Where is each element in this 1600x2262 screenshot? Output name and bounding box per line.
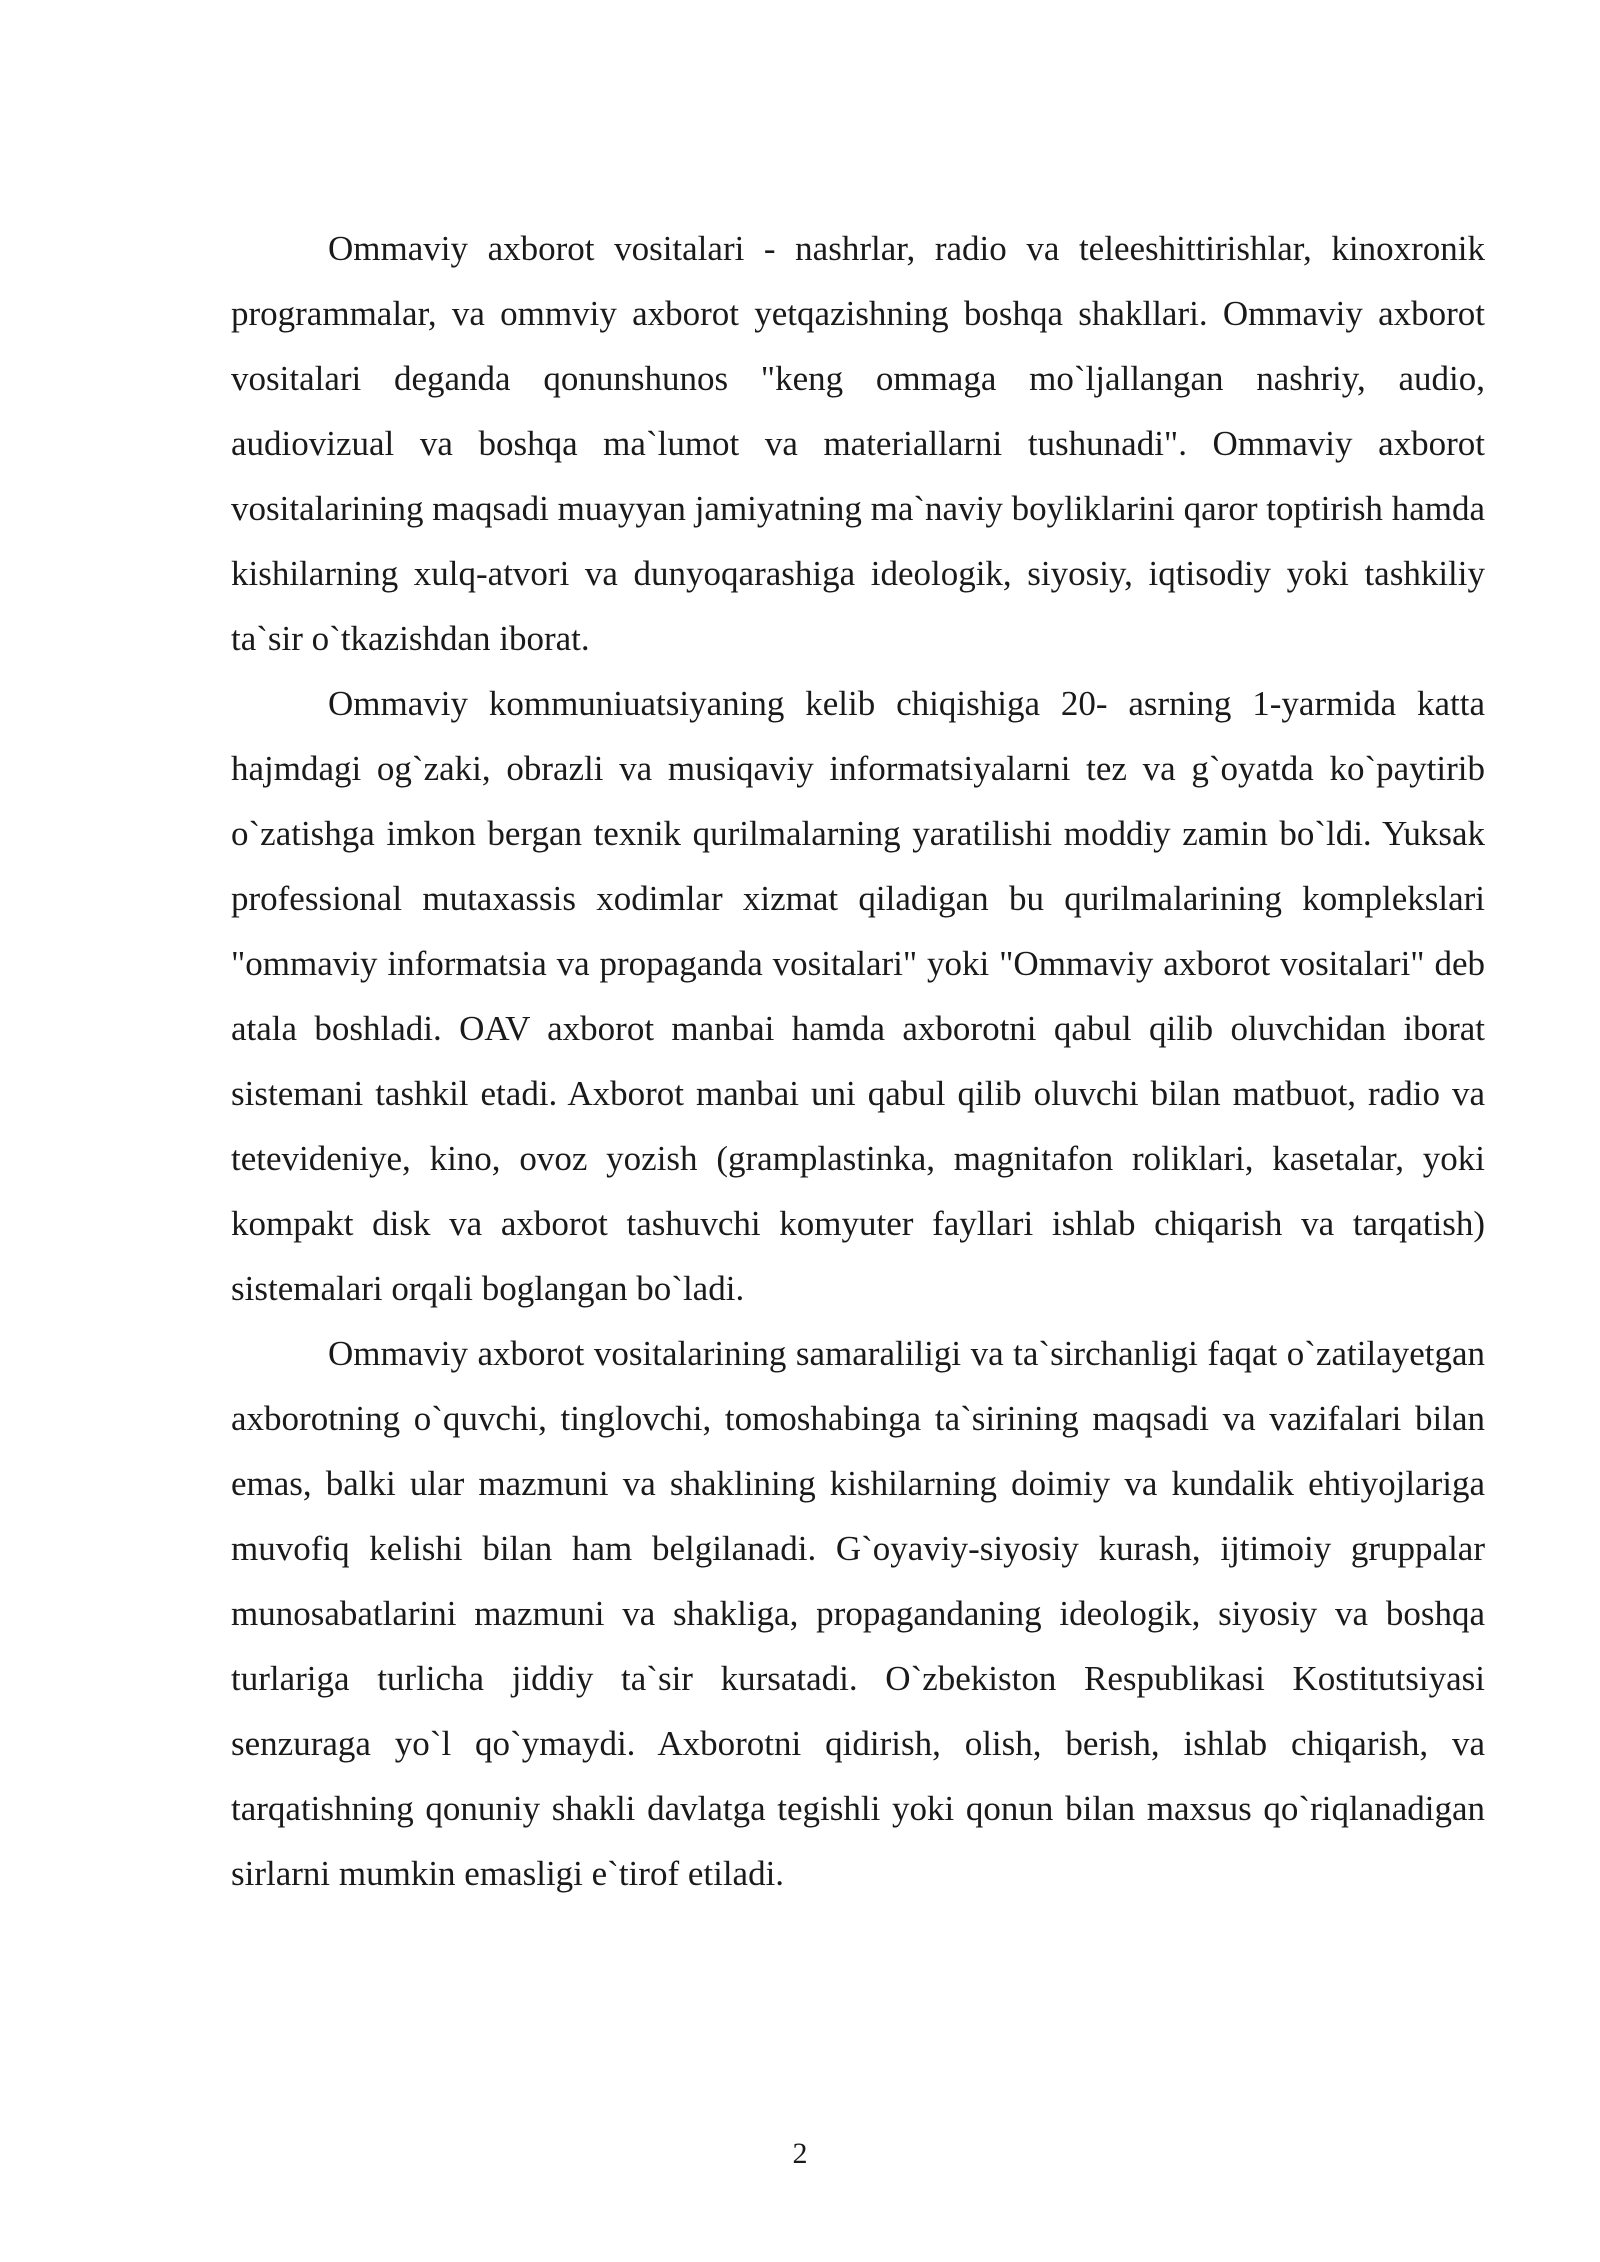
page-number: 2: [792, 2137, 808, 2170]
paragraph-2: Ommaviy kommuniuatsiyaning kelib chiqishiga 20- asrning 1-yarmida katta hajmdagi og`zaki, obrazli va musiqaviy informatsiyalarni tez va g`oyatda ko`paytirib o`zatishga imkon bergan texnik qurilmalarning yaratilishi moddiy zamin bo`ldi. Yuksak professional mutaxassis xodimlar xizmat qiladigan bu qurilmalarining komplekslari "ommaviy informatsia va propaganda vositalari" yoki "Ommaviy axborot vositalari" deb atala boshladi. OAV axborot manbai hamda axborotni qabul qilib oluvchidan iborat sistemani tashkil etadi. Axborot manbai uni qabul qilib oluvchi bilan matbuot, radio va tetevideniye, kino, ovoz yozish (gramplastinka, magnitafon roliklari, kasetalar, yoki kompakt disk va axborot tashuvchi komyuter fayllari ishlab chiqarish va tarqatish) sistemalari orqali boglangan bo`ladi.: [231, 684, 1485, 1308]
document-body: [231, 216, 1485, 1906]
paragraph-3: Ommaviy axborot vositalarining samaraliligi va ta`sirchanligi faqat o`zatilayetgan axborotning o`quvchi, tinglovchi, tomoshabinga ta`sirining maqsadi va vazifalari bilan emas, balki ular mazmuni va shaklining kishilarning doimiy va kundalik ehtiyojlariga muvofiq kelishi bilan ham belgilanadi. G`oyaviy-siyosiy kurash, ijtimoiy gruppalar munosabatlarini mazmuni va shakliga, propagandaning ideologik, siyosiy va boshqa turlariga turlicha jiddiy ta`sir kursatadi. O`zbekiston Respublikasi Kostitutsiyasi senzuraga yo`l qo`ymaydi. Axborotni qidirish, olish, berish, ishlab chiqarish, va tarqatishning qonuniy shakli davlatga tegishli yoki qonun bilan maxsus qo`riqlanadigan sirlarni mumkin emasligi e`tirof etiladi.: [231, 1334, 1485, 1893]
paragraph-1: Ommaviy axborot vositalari - nashrlar, radio va teleeshittirishlar, kinoxronik programmalar, va ommviy axborot yetqazishning boshqa shakllari. Ommaviy axborot vositalari deganda qonunshunos "keng ommaga mo`ljallangan nashriy, audio, audiovizual va boshqa ma`lumot va materiallarni tushunadi". Ommaviy axborot vositalarining maqsadi muayyan jamiyatning ma`naviy boyliklarini qaror toptirish hamda kishilarning xulq-atvori va dunyoqarashiga ideologik, siyosiy, iqtisodiy yoki tashkiliy ta`sir o`tkazishdan iborat.: [231, 229, 1485, 658]
